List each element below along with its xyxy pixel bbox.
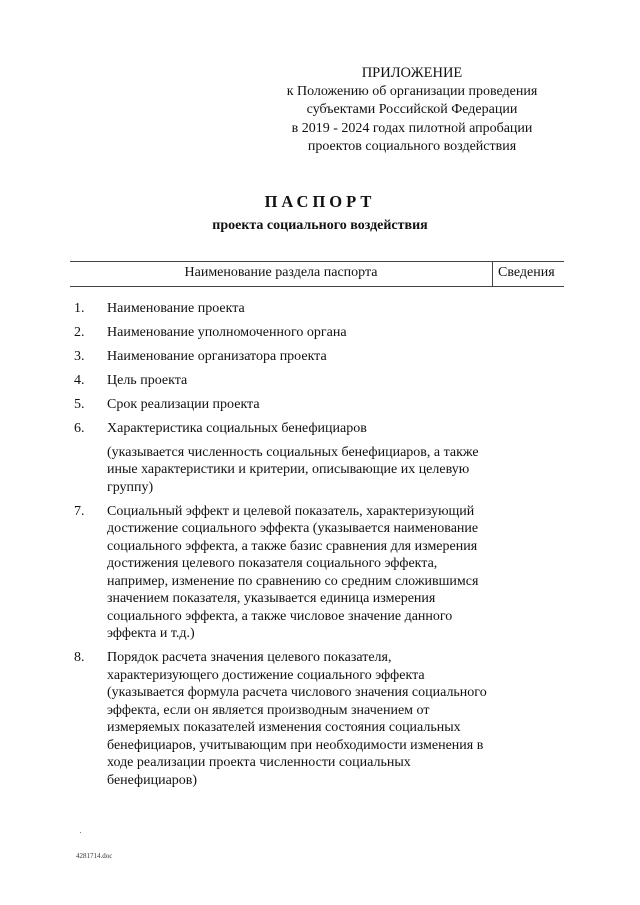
item-title: Наименование организатора проекта bbox=[107, 349, 327, 364]
list-item bbox=[74, 372, 494, 390]
item-title: Наименование проекта bbox=[107, 301, 245, 316]
item-number: 1. bbox=[74, 301, 85, 316]
item-number: 4. bbox=[74, 373, 85, 388]
item-title: Порядок расчета значения целевого показателя, характеризующего достижение социального эффекта (указывается формула расчета числового значения социального эффекта, если он является производным значением от измеряемых показателей изменения состояния социальных бенефициаров, учитывающим при необходимости изменения в ходе реализации проекта численности социальных бенефициаров) bbox=[107, 650, 487, 788]
item-title: Социальный эффект и целевой показатель, характеризующий достижение социального эффекта (указывается наименование социального эффекта, а также базис сравнения для измерения достижения целевого показателя социального эффекта, например, изменение по сравнению со средним сложившимся значением показателя, указывается единица измерения социального эффекта, а также числовое значение данного эффекта и т.д.) bbox=[107, 503, 479, 641]
list-item bbox=[74, 396, 494, 414]
appendix-block bbox=[250, 64, 574, 157]
appendix-line: к Положению об организации проведения bbox=[286, 83, 538, 99]
page-mark bbox=[80, 832, 81, 833]
item-number: 6. bbox=[74, 421, 85, 436]
list-item bbox=[74, 420, 494, 496]
list-item bbox=[74, 324, 494, 342]
list-item bbox=[74, 649, 494, 789]
item-number: 7. bbox=[74, 503, 85, 519]
item-title: Цель проекта bbox=[107, 373, 188, 388]
document-subtitle: проекта социального воздействия bbox=[212, 218, 428, 233]
list-item bbox=[74, 348, 494, 366]
table-header-info: Сведения bbox=[498, 265, 555, 280]
item-title: Характеристика социальных бенефициаров bbox=[107, 421, 367, 436]
document-title: ПАСПОРТ bbox=[264, 192, 376, 211]
table-header bbox=[70, 261, 564, 287]
list-item bbox=[74, 503, 494, 643]
item-number: 3. bbox=[74, 349, 85, 364]
file-name-footer: 4281714.doc bbox=[76, 852, 113, 860]
appendix-heading: ПРИЛОЖЕНИЕ bbox=[361, 65, 463, 81]
item-number: 5. bbox=[74, 397, 85, 412]
item-title: Наименование уполномоченного органа bbox=[107, 325, 347, 340]
appendix-line: субъектами Российской Федерации bbox=[306, 102, 518, 118]
table-header-divider bbox=[492, 262, 493, 286]
passport-items bbox=[74, 300, 494, 796]
list-item bbox=[74, 300, 494, 318]
appendix-line: в 2019 - 2024 годах пилотной апробации bbox=[291, 120, 533, 136]
item-note: (указывается численность социальных бенефициаров, а также иные характеристики и критерии, описывающие их целевую группу) bbox=[107, 444, 479, 495]
item-title: Срок реализации проекта bbox=[107, 397, 260, 412]
appendix-line: проектов социального воздействия bbox=[307, 139, 517, 155]
item-number: 2. bbox=[74, 325, 85, 340]
table-header-name: Наименование раздела паспорта bbox=[184, 265, 378, 280]
item-number: 8. bbox=[74, 650, 85, 665]
